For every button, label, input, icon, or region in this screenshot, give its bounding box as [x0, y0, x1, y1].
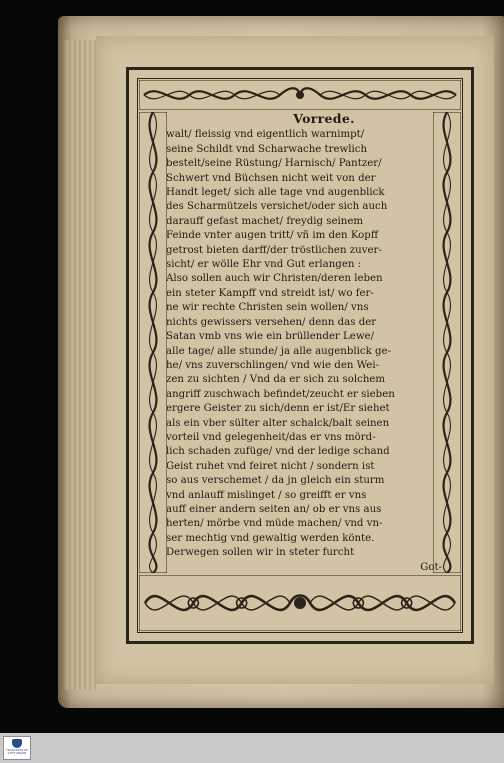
text-line: ne wir rechte Christen sein wollen/ vns	[166, 302, 369, 314]
shield-icon	[12, 739, 22, 748]
text-line: Schwert vnd Büchsen nicht weit von der	[166, 172, 376, 184]
text-line: darauff gefast machet/ freydig seinem	[166, 215, 364, 227]
text-line: auff einer andern seiten an/ ob er vns aus	[166, 503, 382, 515]
text-line: Satan vmb vns wie ein brüllender Lewe/	[166, 331, 375, 343]
bottom-ornament	[139, 575, 461, 631]
text-line: alle tage/ alle stunde/ ja alle augenblick ge-	[166, 345, 391, 357]
top-ornament	[139, 80, 461, 110]
text-lines	[166, 128, 442, 560]
page-heading: Vorrede.	[293, 111, 355, 126]
text-line: ergere Geister zu sich/denn er ist/Er siehet	[166, 403, 390, 415]
text-line: herten/ mörbe vnd müde machen/ vnd vn-	[166, 518, 383, 530]
catchword: Got-	[420, 561, 442, 573]
left-ornament	[139, 112, 167, 573]
text-line: des Scharmützels versichet/oder sich auch	[166, 201, 388, 213]
text-line: angriff zuschwach befindet/zeucht er sieben	[166, 388, 395, 400]
library-logo[interactable]	[3, 736, 31, 760]
text-line: walt/ fleissig vnd eigentlich warnimpt/	[166, 129, 365, 141]
text-line: vnd anlauff mislinget / so greifft er vns	[166, 489, 367, 501]
text-line: ser mechtig vnd gewaltig werden könte.	[166, 532, 375, 544]
text-line: getrost bieten darff/der tröstlichen zuver-	[166, 244, 382, 256]
text-line: vorteil vnd gelegenheit/das er vns mörd-	[166, 431, 376, 443]
text-line: zen zu sichten / Vnd da er sich zu solchem	[166, 374, 386, 386]
text-line: Geist ruhet vnd feiret nicht / sondern ist	[166, 460, 375, 472]
text-line: als ein vber sülter alter schalck/balt seinen	[166, 417, 390, 429]
text-line: sicht/ er wölle Ehr vnd Gut erlangen :	[166, 259, 362, 271]
body-text	[166, 112, 442, 575]
text-line: he/ vns zuverschlingen/ vnd wie den Wei-	[166, 359, 380, 371]
text-line: Also sollen auch wir Christen/deren leben	[166, 273, 383, 285]
text-line: Feinde vnter augen tritt/ vñ im den Kopff	[166, 230, 379, 242]
text-line: seine Schildt vnd Scharwache trewlich	[166, 143, 368, 155]
text-line: bestelt/seine Rüstung/ Harnisch/ Pantzer/	[166, 158, 382, 170]
text-line: so aus verschemet / da jn gleich ein sturm	[166, 475, 385, 487]
text-line: nichts gewissers versehen/ denn das der	[166, 316, 377, 328]
text-line: lich schaden zufüge/ vnd der ledige schand	[166, 446, 390, 458]
text-line: Derwegen sollen wir in steter furcht	[166, 547, 355, 559]
viewer-footer-bar	[0, 733, 504, 763]
text-line: ein steter Kampff vnd streidt ist/ wo fer-	[166, 287, 374, 299]
text-line: Handt leget/ sich alle tage vnd augenblick	[166, 187, 385, 199]
logo-text: FRANCKESCHE STIFTUNGEN	[6, 748, 28, 755]
